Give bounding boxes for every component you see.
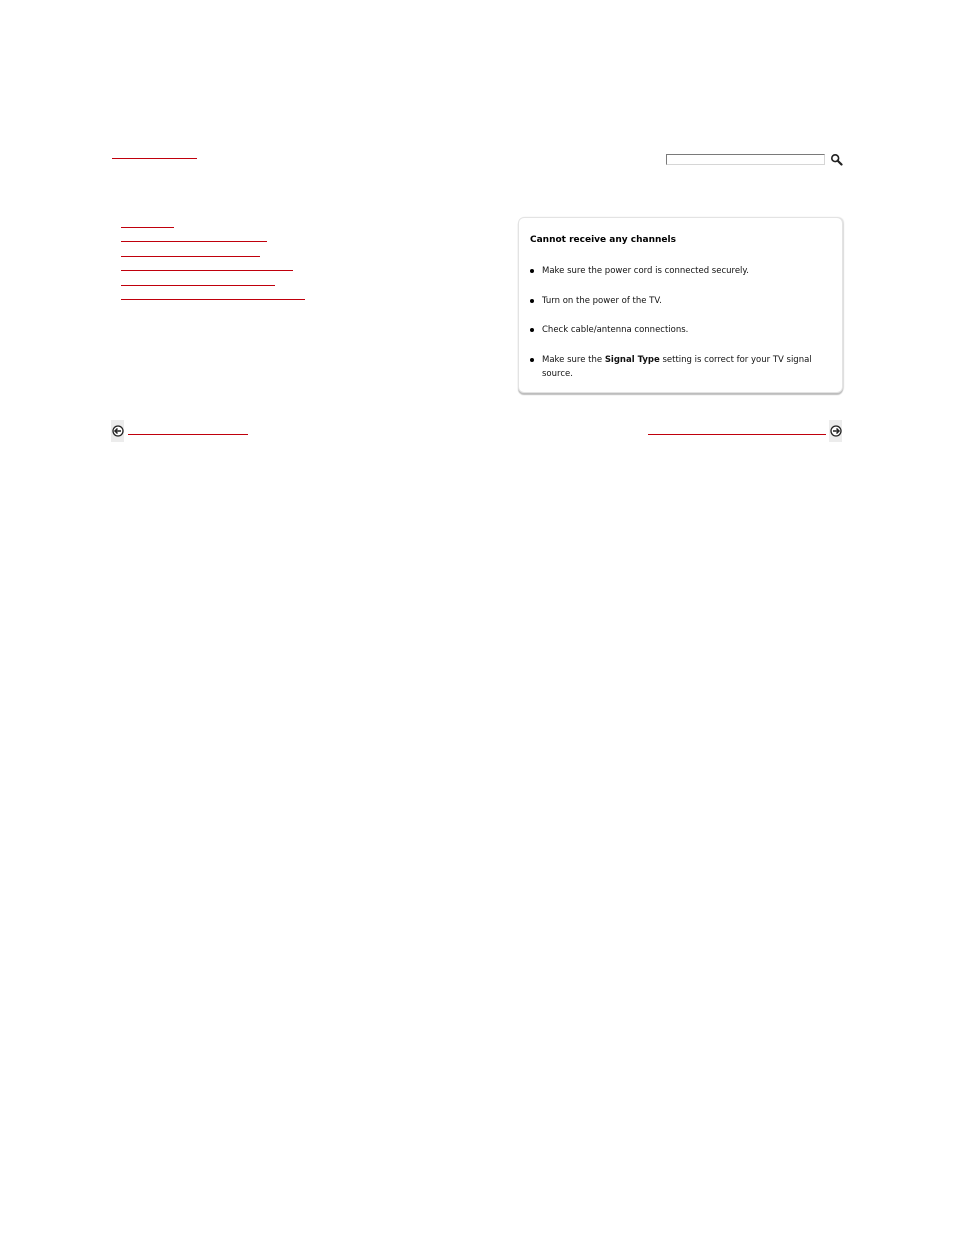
- toc-link-5[interactable]: [121, 285, 275, 286]
- top-link[interactable]: [112, 158, 197, 159]
- card-bullet: Turn on the power of the TV.: [542, 294, 814, 308]
- search-icon: [830, 153, 843, 166]
- search-input[interactable]: [666, 154, 825, 165]
- toc-link-3[interactable]: [121, 256, 260, 257]
- prev-page-link[interactable]: [128, 434, 248, 435]
- search-button[interactable]: [830, 153, 843, 166]
- prev-page-button[interactable]: [111, 420, 124, 442]
- toc-link-4[interactable]: [121, 270, 293, 271]
- arrow-left-circle-icon: [112, 425, 124, 437]
- card-bullet: Check cable/antenna connections.: [542, 323, 814, 337]
- card-bullet: Make sure the power cord is connected securely.: [542, 264, 814, 278]
- toc-link-6[interactable]: [121, 299, 305, 300]
- next-page-button[interactable]: [829, 420, 842, 442]
- toc-link-1[interactable]: [121, 227, 174, 228]
- card-bullet: Make sure the Signal Type setting is correct for your TV signal source.: [542, 353, 814, 381]
- info-card: [518, 217, 843, 393]
- card-title: Cannot receive any channels: [530, 235, 676, 245]
- setting-name: Signal Type: [604, 355, 660, 365]
- next-page-link[interactable]: [648, 434, 826, 435]
- toc-link-2[interactable]: [121, 241, 267, 242]
- arrow-right-circle-icon: [830, 425, 842, 437]
